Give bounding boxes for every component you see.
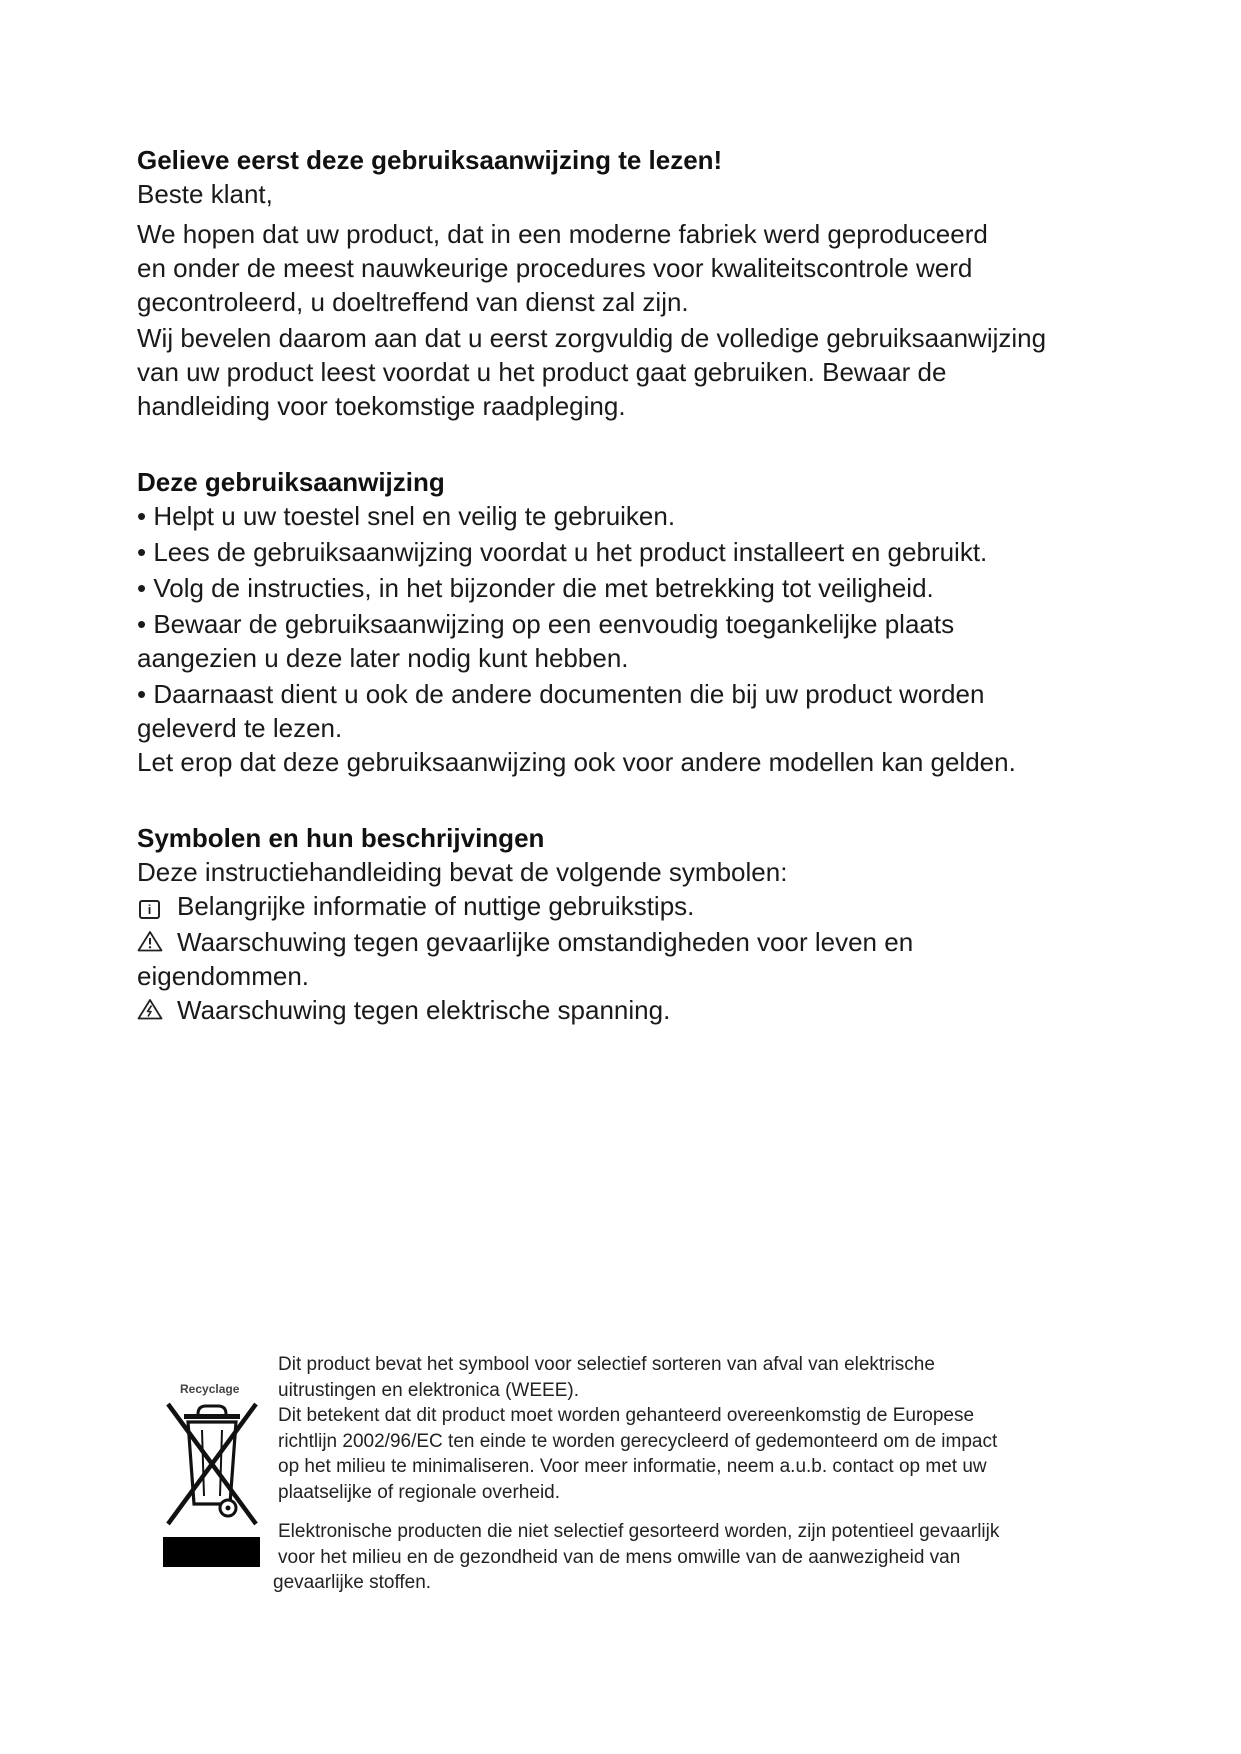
intro-heading: Gelieve eerst deze gebruiksaanwijzing te lezen! [137, 145, 723, 175]
manual-bullet-4-line1: • Bewaar de gebruiksaanwijzing op een eenvoudig toegankelijke plaats [137, 609, 955, 639]
manual-bullet-1: • Helpt u uw toestel snel en veilig te gebruiken. [137, 501, 676, 531]
manual-bullet-4-line2: aangezien u deze later nodig kunt hebben. [137, 643, 629, 673]
symbols-intro: Deze instructiehandleiding bevat de volgende symbolen: [137, 857, 788, 887]
weee-para1-line3: Dit betekent dat dit product moet worden gehanteerd overeenkomstig de Europese [278, 1405, 975, 1426]
weee-para2-line3: gevaarlijke stoffen. [273, 1572, 432, 1593]
symbol-warning-row [137, 925, 1137, 959]
weee-para2-line2: voor het milieu en de gezondheid van de mens omwille van de aanwezigheid van [278, 1546, 961, 1568]
manual-note: Let erop dat deze gebruiksaanwijzing ook voor andere modellen kan gelden. [137, 747, 1016, 777]
weee-para1-line6: plaatselijke of regionale overheid. [278, 1481, 561, 1503]
info-icon: i [139, 900, 160, 919]
warning-triangle-icon [137, 930, 163, 952]
manual-bullet-5-line2: geleverd te lezen. [137, 713, 343, 743]
symbol-electric-row [137, 993, 1137, 1027]
weee-para1-line4: richtlijn 2002/96/EC ten einde te worden gerecycleerd of gedemonteerd om de impact [278, 1430, 998, 1452]
recyclage-label: Recyclage [180, 1382, 240, 1396]
intro-para2-line2: van uw product leest voordat u het product gaat gebruiken. Bewaar de [137, 357, 947, 387]
symbol-warning-text-line2: eigendommen. [137, 961, 309, 991]
weee-para1-line2: uitrustingen en elektronica (WEEE). [278, 1379, 579, 1401]
weee-text-block [273, 1352, 1078, 1596]
intro-para1-line2: en onder de meest nauwkeurige procedures voor kwaliteitscontrole werd [137, 253, 973, 283]
greeting: Beste klant, [137, 179, 273, 209]
symbol-info-text: Belangrijke informatie of nuttige gebruikstips. [177, 891, 695, 921]
intro-para1-line1: We hopen dat uw product, dat in een moderne fabriek werd geproduceerd [137, 219, 988, 249]
intro-para1-line3: gecontroleerd, u doeltreffend van dienst zal zijn. [137, 287, 689, 317]
manual-page [137, 143, 1137, 1027]
weee-para1-line5: op het milieu te minimaliseren. Voor meer informatie, neem a.u.b. contact op met uw [278, 1456, 987, 1477]
intro-para2-line1: Wij bevelen daarom aan dat u eerst zorgvuldig de volledige gebruiksaanwijzing [137, 323, 1047, 353]
symbol-info-row [137, 889, 1137, 923]
weee-para2-line1: Elektronische producten die niet selectief gesorteerd worden, zijn potentieel gevaarlijk [278, 1521, 1000, 1542]
manual-bullet-2: • Lees de gebruiksaanwijzing voordat u het product installeert en gebruikt. [137, 537, 988, 567]
symbol-electric-text: Waarschuwing tegen elektrische spanning. [177, 995, 671, 1025]
intro-para2-line3: handleiding voor toekomstige raadpleging. [137, 391, 626, 421]
symbols-heading: Symbolen en hun beschrijvingen [137, 823, 545, 853]
weee-para1-line1: Dit product bevat het symbool voor selectief sorteren van afval van elektrische [278, 1354, 935, 1375]
electric-warning-triangle-icon [137, 998, 163, 1020]
crossed-out-wheelie-bin-icon [160, 1400, 264, 1528]
manual-bullet-5-line1: • Daarnaast dient u ook de andere documenten die bij uw product worden [137, 679, 985, 709]
weee-black-bar [163, 1537, 260, 1567]
manual-bullet-3: • Volg de instructies, in het bijzonder die met betrekking tot veiligheid. [137, 573, 934, 603]
symbol-warning-text-line1: Waarschuwing tegen gevaarlijke omstandigheden voor leven en [177, 927, 914, 957]
manual-heading: Deze gebruiksaanwijzing [137, 467, 445, 497]
